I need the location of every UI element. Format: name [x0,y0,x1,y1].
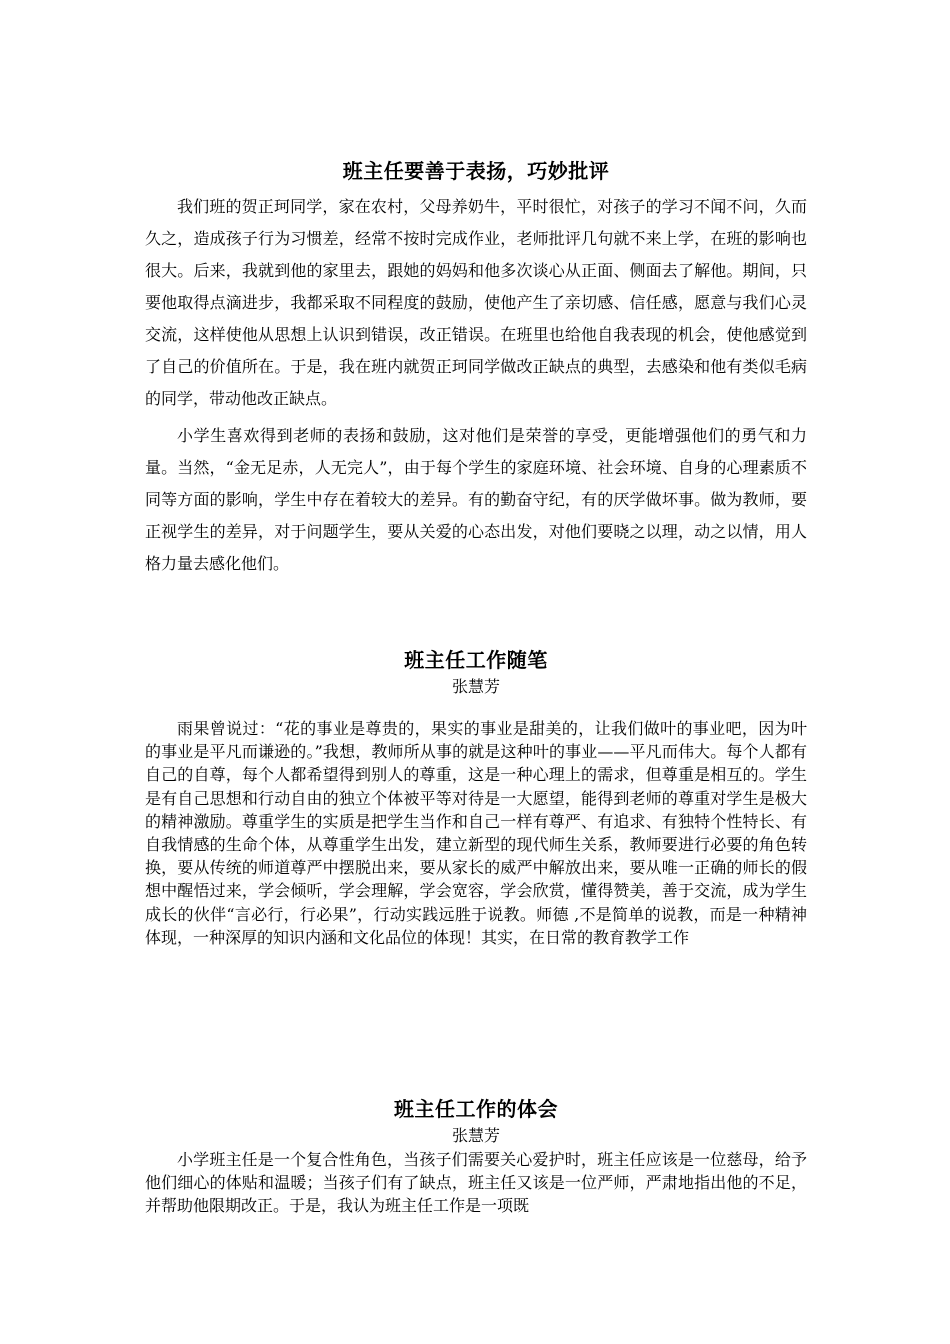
article-title: 班主任要善于表扬，巧妙批评 [342,159,610,183]
article-title: 班主任工作随笔 [404,648,548,672]
article-paragraph: 我们班的贺正珂同学，家在农村，父母养奶牛，平时很忙，对孩子的学习不闻不问，久而久之，造成孩子行为习惯差，经常不按时完成作业，老师批评几句就不来上学，在班的影响也很大。后来，我就到他的家里去，跟她的妈妈和他多次谈心从正面、侧面去了解他。期间，只要他取得点滴进步，我都采取不同程度的鼓励，使他产生了亲切感、信任感，愿意与我们心灵交流，这样使他从思想上认识到错误，改正错误。在班里也给他自我表现的机会，使他感觉到了自己的价值所在。于是，我在班内就贺正珂同学做改正缺点的典型，去感染和他有类似毛病的同学，带动他改正缺点。 [145,197,807,408]
article-section-work-experience [145,1094,807,1218]
article-paragraph: 小学生喜欢得到老师的表扬和鼓励，这对他们是荣誉的享受，更能增强他们的勇气和力量。当然，“金无足赤，人无完人”，由于每个学生的家庭环境、社会环境、自身的心理素质不同等方面的影响，学生中存在着较大的差异。有的勤奋守纪，有的厌学做坏事。做为教师，要正视学生的差异，对于问题学生，要从关爱的心态出发，对他们要晓之以理，动之以情，用人格力量去感化他们。 [145,426,807,573]
article-title: 班主任工作的体会 [394,1097,558,1121]
article-paragraph: 小学班主任是一个复合性角色，当孩子们需要关心爱护时，班主任应该是一位慈母，给予他们细心的体贴和温暖；当孩子们有了缺点，班主任又该是一位严师，严肃地指出他的不足，并帮助他限期改正。于是，我认为班主任工作是一项既 [145,1150,807,1216]
article-author: 张慧芳 [451,677,500,696]
article-section-work-essay [145,645,807,949]
article-author: 张慧芳 [451,1126,500,1145]
article-paragraph: 雨果曾说过：“花的事业是尊贵的，果实的事业是甜美的，让我们做叶的事业吧，因为叶的事业是平凡而谦逊的。”我想，教师所从事的就是这种叶的事业——平凡而伟大。每个人都有自己的自尊，每个人都希望得到别人的尊重，这是一种心理上的需求，但尊重是相互的。学生是有自己思想和行动自由的独立个体被平等对待是一大愿望，能得到老师的尊重对学生是极大的精神激励。尊重学生的实质是把学生当作和自己一样有尊严、有追求、有独特个性特长、有自我情感的生命个体，从尊重学生出发，建立新型的现代师生关系，教师要进行必要的角色转换，要从传统的师道尊严中摆脱出来，要从家长的威严中解放出来，要从唯一正确的师长的假想中醒悟过来，学会倾听，学会理解，学会宽容，学会欣赏，懂得赞美，善于交流，成为学生成长的伙伴“言必行，行必果”，行动实践远胜于说教。师德 ,不是简单的说教，而是一种精神体现，一种深厚的知识内涵和文化品位的体现！其实，在日常的教育教学工作 [145,719,807,947]
article-section-praise-criticism [145,156,807,580]
